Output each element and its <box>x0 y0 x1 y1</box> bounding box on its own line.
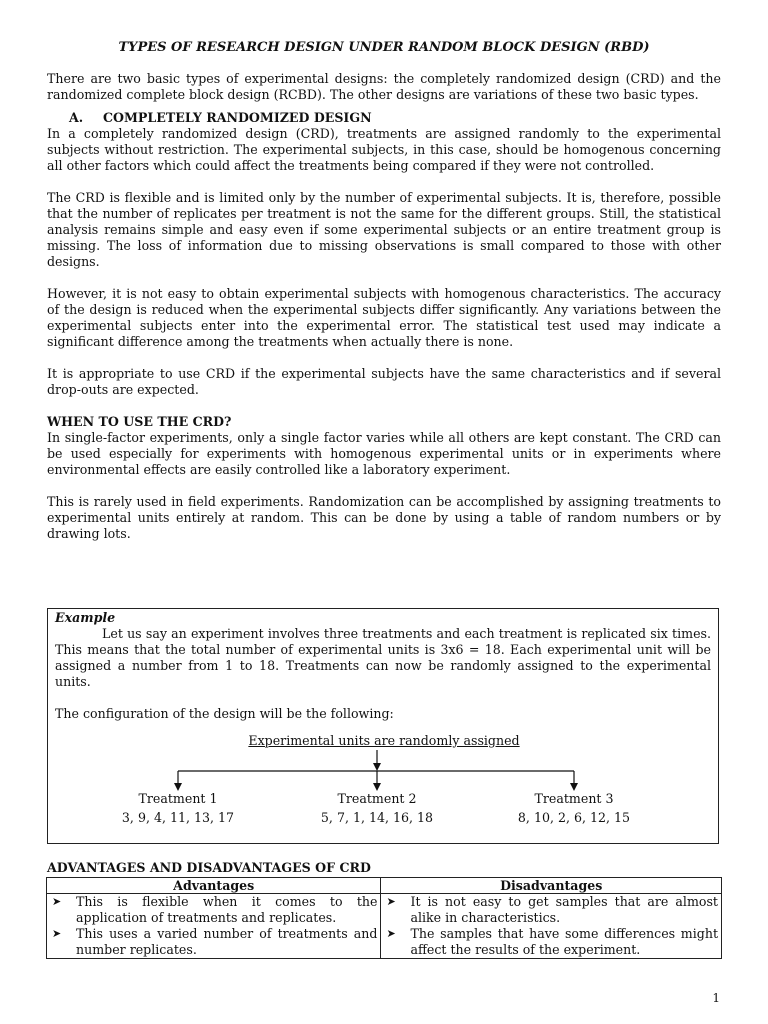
list-item <box>50 894 377 926</box>
list-item <box>50 926 377 958</box>
treatment-1-units: 3, 9, 4, 11, 13, 17 <box>121 810 235 825</box>
crd-paragraph-1: In a completely randomized design (CRD), treatments are assigned randomly to the experimental subjects without restriction. The experimental subjects, in this case, should be homogenous concerning all other factors which could affect the treatments being compared if they were not controlled. <box>47 126 721 173</box>
disadvantages-cell <box>381 894 722 959</box>
diagram-connectors <box>48 733 720 793</box>
table-row <box>47 894 722 959</box>
root-arrow-head <box>373 763 381 771</box>
section-title: COMPLETELY RANDOMIZED DESIGN <box>103 110 372 125</box>
list-item <box>384 894 718 926</box>
when-paragraph-2: This is rarely used in field experiments. Randomization can be accomplished by assigning treatments to experimental units entirely at random. This can be done by using a table of random numbers or by drawing lots. <box>47 494 721 541</box>
when-paragraph-1: In single-factor experiments, only a single factor varies while all others are kept constant. The CRD can be used especially for experiments with homogenous experimental units or in experiments where environmental effects are easily controlled like a laboratory experiment. <box>47 430 721 477</box>
arrow-bullet-icon: ➤ <box>52 895 62 908</box>
assignment-diagram <box>48 733 720 833</box>
intro-paragraph: There are two basic types of experimental designs: the completely randomized design (CRD) and the randomized complete block design (RCBD). The other designs are variations of these two basic types. <box>47 71 721 102</box>
treatment-1-name: Treatment 1 <box>138 791 218 806</box>
branch-arrow-1 <box>174 783 182 791</box>
page-title: TYPES OF RESEARCH DESIGN UNDER RANDOM BLOCK DESIGN (RBD) <box>118 40 650 55</box>
example-box <box>47 608 719 844</box>
crd-paragraph-2: The CRD is flexible and is limited only by the number of experimental subjects. It is, therefore, possible that the number of replicates per treatment is not the same for the different groups. Still, the statistical analysis remains simple and easy even if some experimental subjects or an entire treatment group is missing. The loss of information due to missing observations is small compared to those with other designs. <box>47 190 721 269</box>
advantages-table <box>46 877 722 959</box>
when-heading: WHEN TO USE THE CRD? <box>47 414 232 429</box>
treatment-3-units: 8, 10, 2, 6, 12, 15 <box>517 810 631 825</box>
document-body <box>47 40 721 542</box>
crd-paragraph-3: However, it is not easy to obtain experimental subjects with homogenous characteristics. The accuracy of the design is reduced when the experimental subjects differ significantly. Any variations between the experimental subjects enter into the experimental error. The statistical test used may indicate a significant difference among the treatments when actually there is none. <box>47 286 721 349</box>
branch-arrow-3 <box>570 783 578 791</box>
arrow-bullet-icon: ➤ <box>386 895 396 908</box>
section-a-heading <box>69 110 721 126</box>
disadvantage-text: The samples that have some differences might affect the results of the experiment. <box>410 926 718 957</box>
example-label: Example <box>55 610 116 625</box>
advantages-cell <box>47 894 381 959</box>
arrow-bullet-icon: ➤ <box>52 927 62 940</box>
table-header-row <box>47 878 722 894</box>
advantage-text: This uses a varied number of treatments and number replicates. <box>76 926 378 957</box>
branch-arrow-2 <box>373 783 381 791</box>
example-config-text: The configuration of the design will be the following: <box>55 706 394 721</box>
treatment-2-units: 5, 7, 1, 14, 16, 18 <box>320 810 434 825</box>
advantages-column-header: Advantages <box>47 878 381 894</box>
disadvantages-column-header: Disadvantages <box>381 878 722 894</box>
disadvantage-text: It is not easy to get samples that are almost alike in characteristics. <box>410 894 718 925</box>
treatment-3-name: Treatment 3 <box>534 791 614 806</box>
page-number: 1 <box>712 991 720 1005</box>
example-paragraph: Let us say an experiment involves three treatments and each treatment is replicated six times. This means that the total number of experimental units is 3x6 = 18. Each experimental unit will be assigned a number from 1 to 18. Treatments can now be randomly assigned to the experimental units. <box>55 626 711 689</box>
crd-paragraph-4: It is appropriate to use CRD if the experimental subjects have the same characteristics and if several drop-outs are expected. <box>47 366 721 397</box>
treatment-2-name: Treatment 2 <box>337 791 417 806</box>
list-item <box>384 926 718 958</box>
section-letter: A. <box>69 110 84 125</box>
arrow-bullet-icon: ➤ <box>386 927 396 940</box>
advantage-text: This is flexible when it comes to the application of treatments and replicates. <box>76 894 378 925</box>
diagram-root-label: Experimental units are randomly assigned <box>248 733 520 748</box>
advantages-heading: ADVANTAGES AND DISADVANTAGES OF CRD <box>47 860 371 875</box>
